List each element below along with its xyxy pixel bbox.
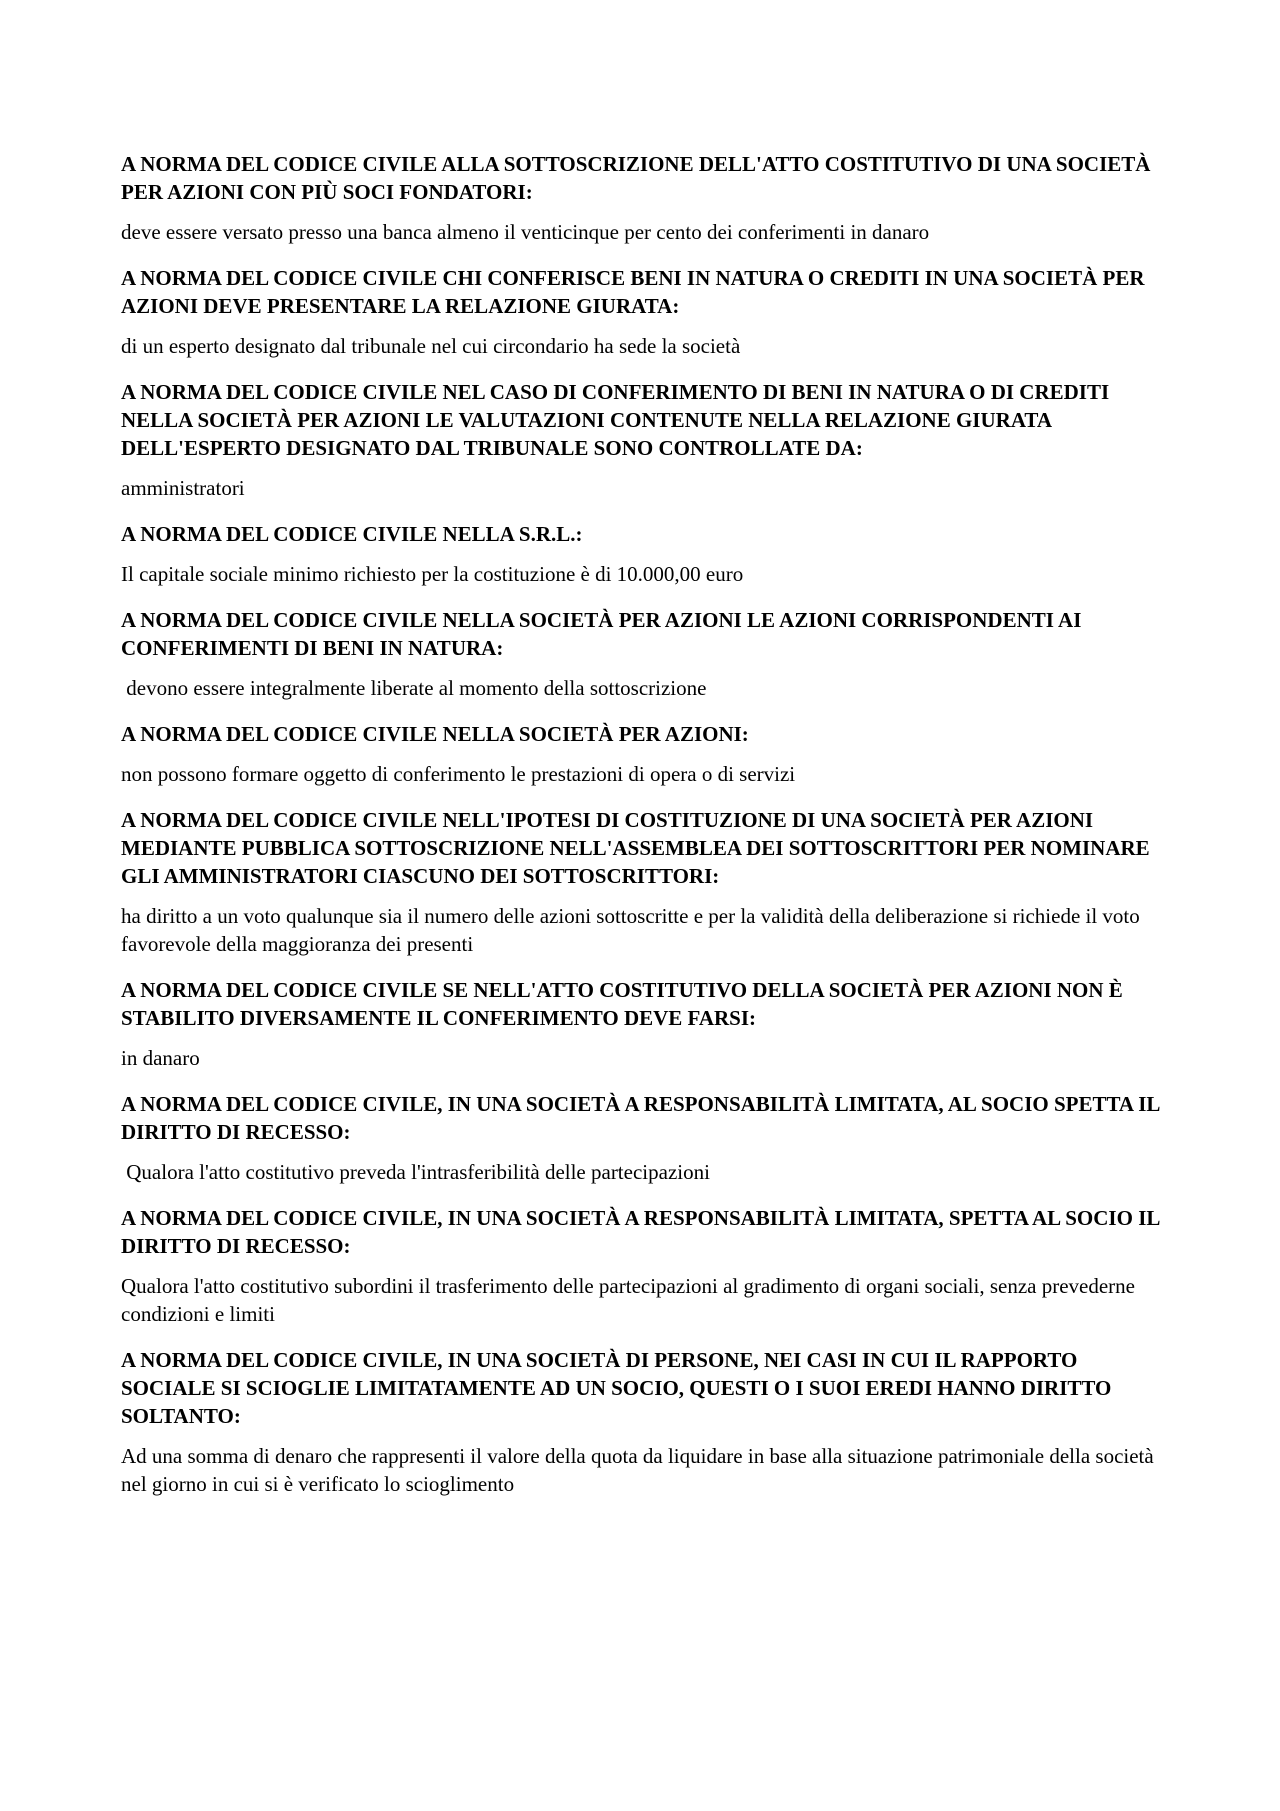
qa-item-9 bbox=[121, 1090, 1166, 1186]
qa-item-5 bbox=[121, 606, 1166, 702]
qa-item-8 bbox=[121, 976, 1166, 1072]
answer-8: in danaro bbox=[121, 1046, 200, 1070]
qa-item-4 bbox=[121, 520, 1166, 588]
question-4: A NORMA DEL CODICE CIVILE NELLA S.R.L.: bbox=[121, 522, 583, 546]
qa-item-2 bbox=[121, 264, 1166, 360]
answer-9: Qualora l'atto costitutivo preveda l'intrasferibilità delle partecipazioni bbox=[121, 1160, 710, 1184]
answer-1: deve essere versato presso una banca almeno il venticinque per cento dei conferimenti in danaro bbox=[121, 220, 930, 244]
qa-item-3 bbox=[121, 378, 1166, 502]
question-11: A NORMA DEL CODICE CIVILE, IN UNA SOCIETÀ DI PERSONE, NEI CASI IN CUI IL RAPPORTO SOCIALE SI SCIOGLIE LIMITATAMENTE AD UN SOCIO, QUESTI O I SUOI EREDI HANNO DIRITTO SOLTANTO: bbox=[121, 1348, 1112, 1428]
question-7: A NORMA DEL CODICE CIVILE NELL'IPOTESI DI COSTITUZIONE DI UNA SOCIETÀ PER AZIONI MEDIANTE PUBBLICA SOTTOSCRIZIONE NELL'ASSEMBLEA DEI SOTTOSCRITTORI PER NOMINARE GLI AMMINISTRATORI CIASCUNO DEI SOTTOSCRITTORI: bbox=[121, 808, 1150, 888]
question-5: A NORMA DEL CODICE CIVILE NELLA SOCIETÀ PER AZIONI LE AZIONI CORRISPONDENTI AI CONFERIMENTI DI BENI IN NATURA: bbox=[121, 608, 1082, 660]
question-10: A NORMA DEL CODICE CIVILE, IN UNA SOCIETÀ A RESPONSABILITÀ LIMITATA, SPETTA AL SOCIO IL DIRITTO DI RECESSO: bbox=[121, 1206, 1160, 1258]
answer-5: devono essere integralmente liberate al momento della sottoscrizione bbox=[121, 676, 707, 700]
document-page bbox=[121, 150, 1166, 1516]
answer-10: Qualora l'atto costitutivo subordini il trasferimento delle partecipazioni al gradimento di organi sociali, senza prevederne condizioni e limiti bbox=[121, 1274, 1141, 1326]
answer-2: di un esperto designato dal tribunale nel cui circondario ha sede la società bbox=[121, 334, 741, 358]
qa-item-6 bbox=[121, 720, 1166, 788]
qa-item-10 bbox=[121, 1204, 1166, 1328]
answer-11: Ad una somma di denaro che rappresenti il valore della quota da liquidare in base alla situazione patrimoniale della società nel giorno in cui si è verificato lo scioglimento bbox=[121, 1444, 1159, 1496]
qa-item-11 bbox=[121, 1346, 1166, 1498]
question-8: A NORMA DEL CODICE CIVILE SE NELL'ATTO COSTITUTIVO DELLA SOCIETÀ PER AZIONI NON È STABILITO DIVERSAMENTE IL CONFERIMENTO DEVE FARSI: bbox=[121, 978, 1123, 1030]
question-1: A NORMA DEL CODICE CIVILE ALLA SOTTOSCRIZIONE DELL'ATTO COSTITUTIVO DI UNA SOCIETÀ PER AZIONI CON PIÙ SOCI FONDATORI: bbox=[121, 152, 1151, 204]
answer-6: non possono formare oggetto di conferimento le prestazioni di opera o di servizi bbox=[121, 762, 796, 786]
answer-4: Il capitale sociale minimo richiesto per la costituzione è di 10.000,00 euro bbox=[121, 562, 744, 586]
answer-3: amministratori bbox=[121, 476, 245, 500]
answer-7: ha diritto a un voto qualunque sia il numero delle azioni sottoscritte e per la validità della deliberazione si richiede il voto favorevole della maggioranza dei presenti bbox=[121, 904, 1146, 956]
question-6: A NORMA DEL CODICE CIVILE NELLA SOCIETÀ PER AZIONI: bbox=[121, 722, 749, 746]
question-9: A NORMA DEL CODICE CIVILE, IN UNA SOCIETÀ A RESPONSABILITÀ LIMITATA, AL SOCIO SPETTA IL DIRITTO DI RECESSO: bbox=[121, 1092, 1160, 1144]
qa-item-7 bbox=[121, 806, 1166, 958]
qa-item-1 bbox=[121, 150, 1166, 246]
question-2: A NORMA DEL CODICE CIVILE CHI CONFERISCE BENI IN NATURA O CREDITI IN UNA SOCIETÀ PER AZIONI DEVE PRESENTARE LA RELAZIONE GIURATA: bbox=[121, 266, 1145, 318]
question-3: A NORMA DEL CODICE CIVILE NEL CASO DI CONFERIMENTO DI BENI IN NATURA O DI CREDITI NELLA SOCIETÀ PER AZIONI LE VALUTAZIONI CONTENUTE NELLA RELAZIONE GIURATA DELL'ESPERTO DESIGNATO DAL TRIBUNALE SONO CONTROLLATE DA: bbox=[121, 380, 1110, 460]
